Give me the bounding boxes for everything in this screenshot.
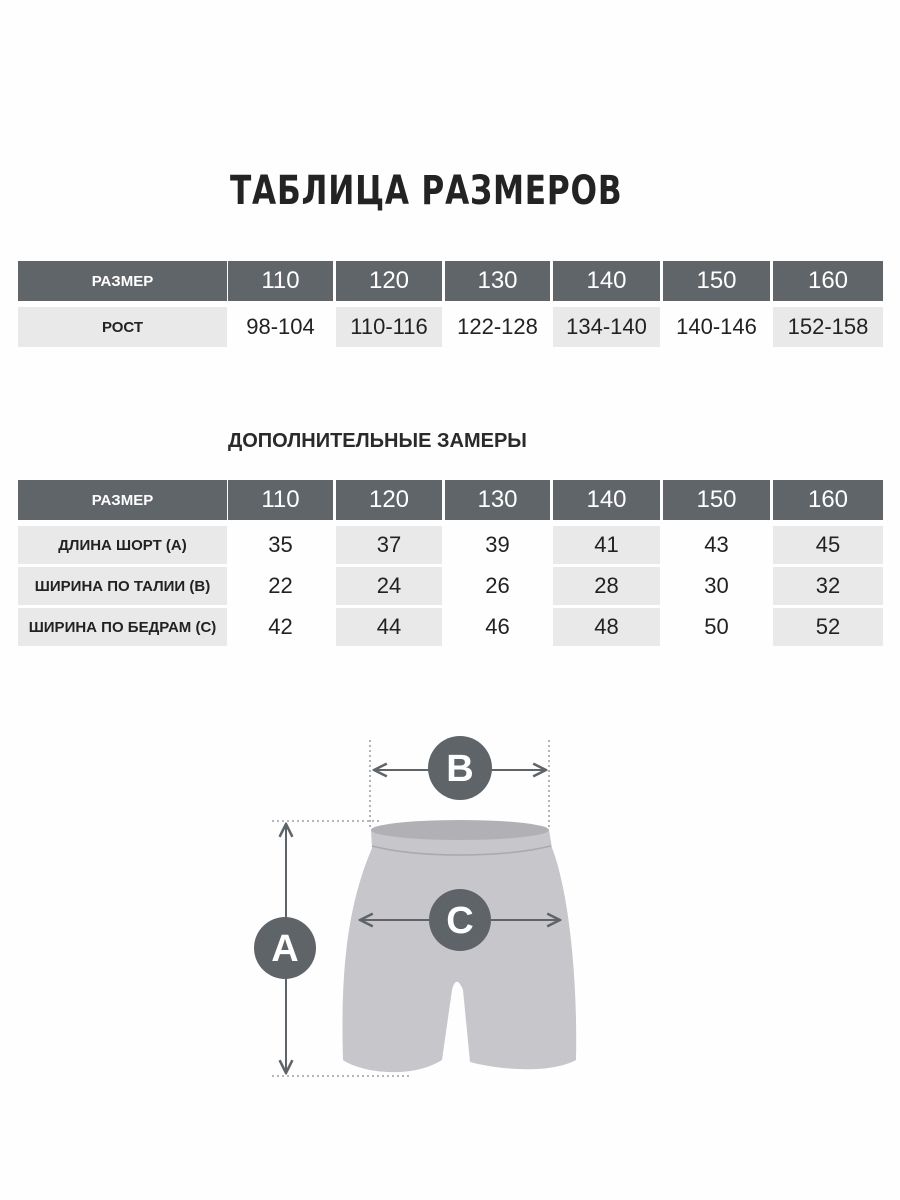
measurements-header-label: РАЗМЕР [18,480,227,520]
measure-cell: 26 [485,573,510,598]
size-header-cell: 140 [553,261,660,301]
length-row-label: ДЛИНА ШОРТ (А) [18,526,227,564]
marker-a-label: A [271,928,299,970]
section-subtitle: ДОПОЛНИТЕЛЬНЫЕ ЗАМЕРЫ [228,430,527,452]
size-header-cell: 160 [773,480,883,520]
height-cell: 140-146 [676,314,757,339]
measure-cell: 46 [485,614,510,639]
measure-cell: 39 [485,532,510,557]
measure-cell: 42 [268,614,293,639]
page-title: ТАБЛИЦА РАЗМЕРОВ [230,168,623,214]
hip-row-label: ШИРИНА ПО БЕДРАМ (С) [18,608,227,646]
measure-cell: 32 [773,567,883,605]
height-cell: 98-104 [246,314,315,339]
measure-cell: 45 [773,526,883,564]
size-header-cell: 130 [445,261,550,301]
waist-row-label: ШИРИНА ПО ТАЛИИ (В) [18,567,227,605]
measure-cell: 28 [553,567,660,605]
measure-cell: 30 [704,573,729,598]
size-header-cell: 120 [336,480,442,520]
measure-cell: 48 [553,608,660,646]
marker-c [429,889,491,951]
size-header-cell: 140 [553,480,660,520]
size-header-cell: 110 [228,480,333,520]
measure-cell: 35 [268,532,293,557]
height-cell: 134-140 [553,307,660,347]
height-cell: 152-158 [773,307,883,347]
size-header-cell: 130 [445,480,550,520]
size-header-cell: 160 [773,261,883,301]
measure-cell: 50 [704,614,729,639]
marker-b [428,736,492,800]
measure-cell: 41 [553,526,660,564]
marker-b-label: B [446,748,474,790]
height-row-label: РОСТ [18,307,227,347]
marker-c-label: C [446,900,474,942]
size-header-cell: 150 [663,480,770,520]
height-cell: 110-116 [336,307,442,347]
height-cell: 122-128 [457,314,538,339]
size-header-cell: 150 [663,261,770,301]
measure-cell: 43 [704,532,729,557]
measure-cell: 24 [336,567,442,605]
measure-cell: 22 [268,573,293,598]
measure-cell: 44 [336,608,442,646]
measure-cell: 37 [336,526,442,564]
size-header-label: РАЗМЕР [18,261,227,301]
measure-cell: 52 [773,608,883,646]
size-header-cell: 110 [228,261,333,301]
size-header-cell: 120 [336,261,442,301]
marker-a [254,917,316,979]
